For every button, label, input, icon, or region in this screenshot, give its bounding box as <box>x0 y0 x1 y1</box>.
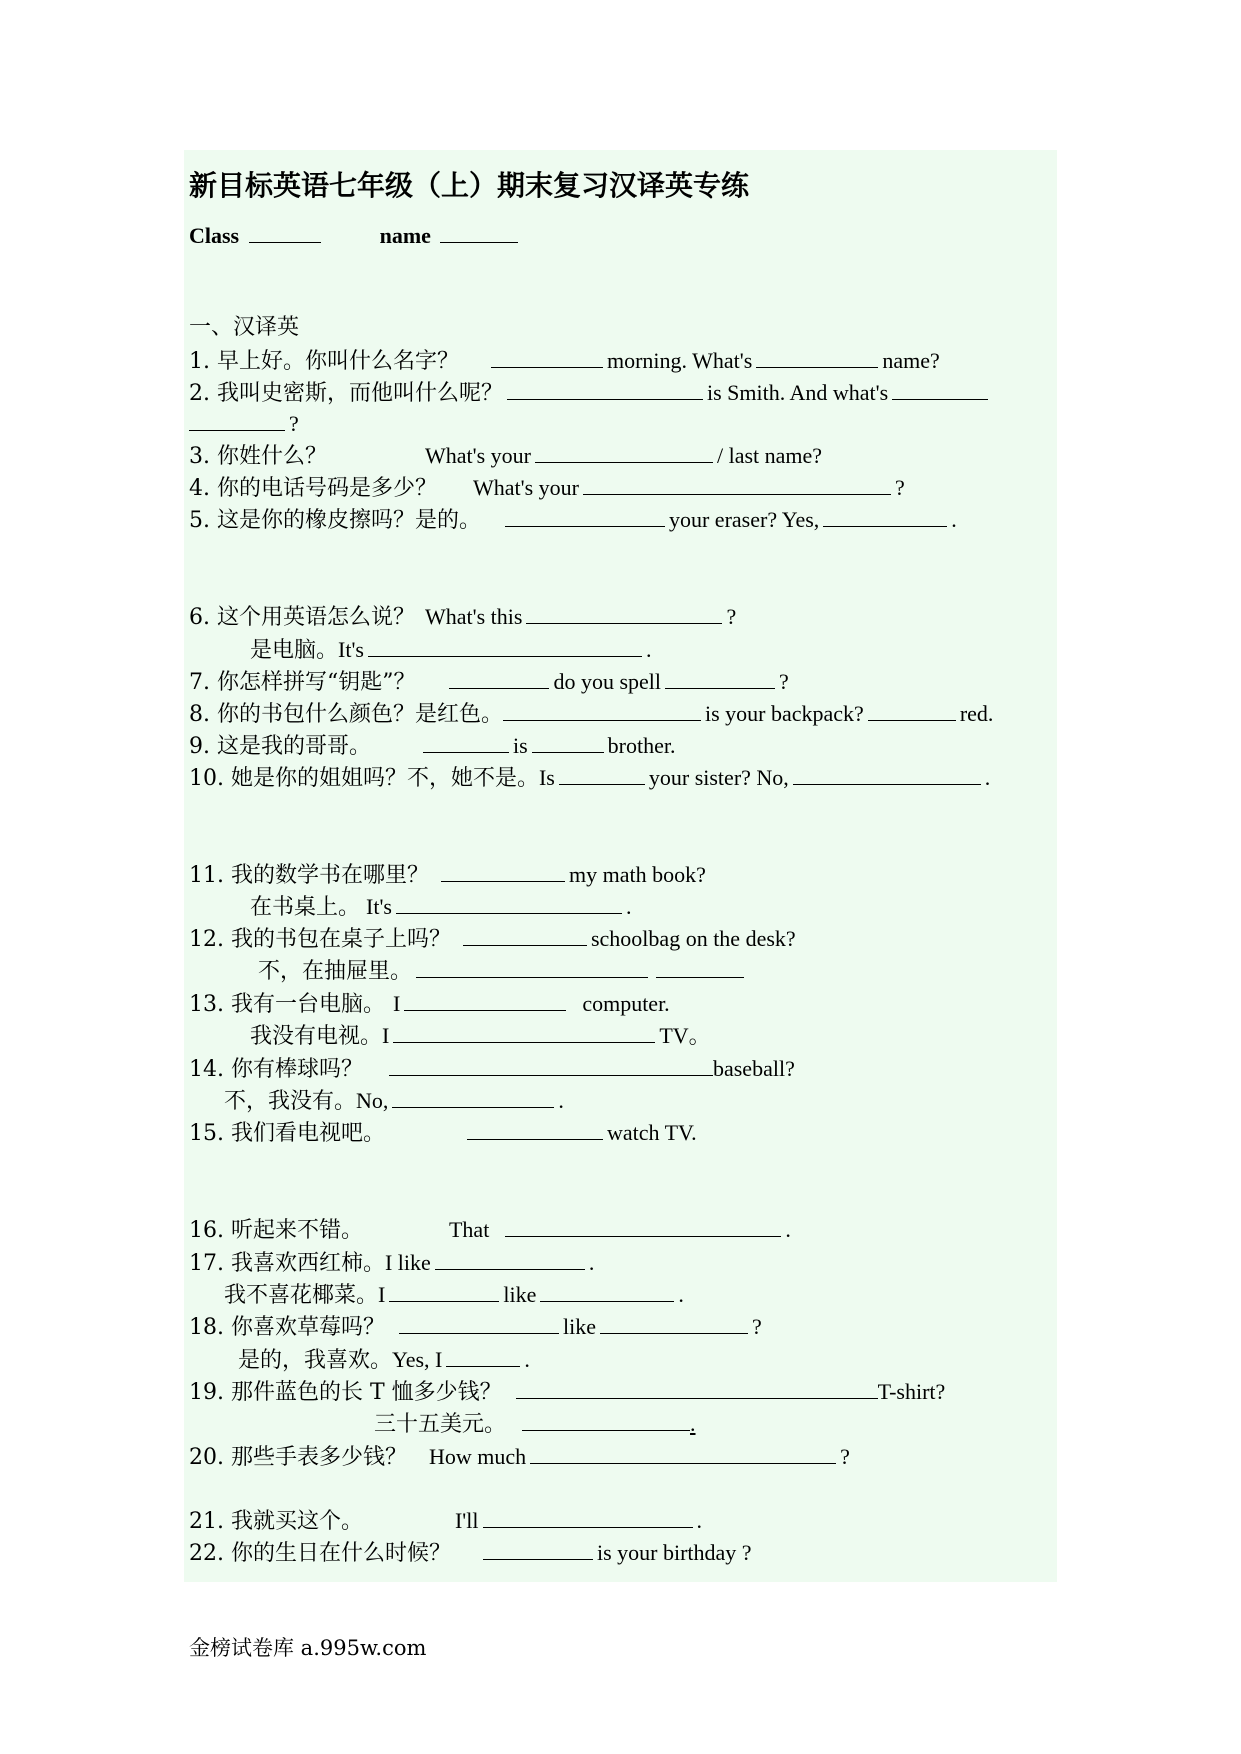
question-13b-blank-1[interactable] <box>393 1020 655 1043</box>
question-20-blank-1[interactable] <box>530 1441 836 1464</box>
question-21-chinese: 21. 我就买这个。 <box>189 1509 363 1534</box>
question-11b-text-b: . <box>625 894 632 919</box>
question-6-text-a: What's this <box>424 604 523 629</box>
question-20-chinese: 20. 那些手表多少钱？ <box>189 1445 407 1470</box>
question-11 <box>189 859 706 891</box>
question-6b-blank-1[interactable] <box>368 634 642 657</box>
question-14-chinese: 14. 你有棒球吗？ <box>189 1057 363 1082</box>
question-6b-text-a: It's <box>338 637 364 662</box>
question-1-chinese: 1. 早上好。你叫什么名字？ <box>189 349 459 374</box>
question-1 <box>189 345 940 377</box>
page-title: 新目标英语七年级（上）期末复习汉译英专练 <box>189 169 750 202</box>
class-label: Class <box>189 223 240 248</box>
question-16-text-b: . <box>785 1217 791 1242</box>
question-17b-text-c: . <box>678 1282 684 1307</box>
question-17b-blank-2[interactable] <box>540 1279 674 1302</box>
question-15-text-a: watch TV. <box>606 1120 697 1145</box>
question-16-text-a: That <box>448 1217 490 1242</box>
question-3-blank-1[interactable] <box>535 440 713 463</box>
question-21-blank-1[interactable] <box>483 1505 693 1528</box>
question-7-blank-1[interactable] <box>449 666 549 689</box>
question-12 <box>189 923 796 955</box>
question-5-text-a: your eraser? Yes, <box>668 507 820 532</box>
question-10-blank-2[interactable] <box>793 762 981 785</box>
question-8-blank-2[interactable] <box>868 698 956 721</box>
question-10 <box>189 762 990 794</box>
question-12b-chinese: 不，在抽屉里。 <box>258 959 413 984</box>
question-13-text-b: computer. <box>582 991 670 1016</box>
question-19b-blank-1[interactable] <box>522 1408 690 1431</box>
question-8-text-a: is your backpack? <box>704 701 864 726</box>
question-17-text-a: I like <box>384 1250 431 1275</box>
question-15-chinese: 15. 我们看电视吧。 <box>189 1121 385 1146</box>
question-19b-text-b: . <box>690 1411 696 1436</box>
question-17-chinese: 17. 我喜欢西红柿。 <box>189 1251 385 1276</box>
question-16 <box>189 1214 791 1246</box>
question-18-blank-1[interactable] <box>399 1311 559 1334</box>
question-17-blank-1[interactable] <box>435 1247 585 1270</box>
footer-source: 金榜试卷库 a.995w.com <box>189 1636 427 1660</box>
question-10-chinese: 10. 她是你的姐姐吗？不，她不是。 <box>189 766 539 791</box>
question-6b-chinese: 是电脑。 <box>250 638 339 663</box>
question-19-text-a: T-shirt? <box>877 1379 946 1404</box>
question-13-blank-1[interactable] <box>404 988 566 1011</box>
question-10-text-b: your sister? No, <box>648 765 789 790</box>
question-4-blank-1[interactable] <box>583 472 891 495</box>
question-5 <box>189 504 957 536</box>
question-12-chinese: 12. 我的书包在桌子上吗？ <box>189 927 451 952</box>
question-18 <box>189 1311 762 1343</box>
question-12-answer <box>258 955 748 987</box>
question-18-blank-2[interactable] <box>600 1311 748 1334</box>
question-7 <box>189 666 789 698</box>
question-8-text-b: red. <box>959 701 994 726</box>
question-9-chinese: 9. 这是我的哥哥。 <box>189 734 371 759</box>
question-7-text-b: ? <box>779 669 789 694</box>
question-13b-chinese: 我没有电视。 <box>250 1024 383 1049</box>
question-18b-text-b: . <box>524 1347 530 1372</box>
question-11b-chinese: 在书桌上。 <box>250 895 361 920</box>
question-12-text-a: schoolbag on the desk? <box>590 926 796 951</box>
question-5-blank-2[interactable] <box>823 504 947 527</box>
question-11-text-a: my math book? <box>568 862 706 887</box>
name-blank[interactable] <box>440 220 518 243</box>
question-19b-chinese: 三十五美元。 <box>374 1412 507 1437</box>
question-1-text-b: name? <box>882 348 940 373</box>
question-3 <box>189 440 822 472</box>
question-13-chinese: 13. 我有一台电脑。 <box>189 992 385 1017</box>
question-6-chinese: 6. 这个用英语怎么说？ <box>189 605 415 630</box>
question-19-blank-1[interactable] <box>516 1376 878 1399</box>
question-14-text-a: baseball? <box>712 1056 795 1081</box>
question-11-answer <box>250 891 631 923</box>
question-1-text-a: morning. What's <box>606 348 753 373</box>
question-9-blank-1[interactable] <box>423 730 509 753</box>
question-12b-blank-2[interactable] <box>656 955 744 978</box>
question-21-text-a: I'll <box>454 1508 479 1533</box>
question-12b-blank-1[interactable] <box>416 955 648 978</box>
question-18-text-a: like <box>562 1314 596 1339</box>
question-19-answer <box>374 1408 696 1440</box>
question-14-blank-1[interactable] <box>389 1053 713 1076</box>
question-1-blank-2[interactable] <box>756 345 878 368</box>
question-17b-text-b: like <box>503 1282 537 1307</box>
question-9 <box>189 730 676 762</box>
question-14b-blank-1[interactable] <box>392 1085 554 1108</box>
question-10-text-c: . <box>984 765 991 790</box>
question-7-text-a: do you spell <box>553 669 662 694</box>
class-name-line <box>189 220 522 249</box>
question-17-text-b: . <box>588 1250 595 1275</box>
question-18-text-b: ? <box>751 1314 762 1339</box>
question-7-chinese: 7. 你怎样拼写“钥匙”？ <box>189 670 416 695</box>
question-4-text-b: ? <box>894 475 905 500</box>
question-22 <box>189 1537 752 1569</box>
question-2 <box>189 377 992 409</box>
question-21-text-b: . <box>696 1508 702 1533</box>
question-7-blank-2[interactable] <box>665 666 775 689</box>
question-18-chinese: 18. 你喜欢草莓吗？ <box>189 1315 385 1340</box>
question-17-answer <box>224 1279 684 1311</box>
question-3-text-b: / last name? <box>716 443 823 468</box>
class-blank[interactable] <box>249 220 321 243</box>
question-9-text-a: is <box>512 733 528 758</box>
question-6-text-b: ? <box>726 604 737 629</box>
question-14b-chinese: 不，我没有。 <box>224 1089 357 1114</box>
question-1-blank-1[interactable] <box>491 345 603 368</box>
question-8-blank-1[interactable] <box>503 698 701 721</box>
question-15 <box>189 1117 697 1149</box>
question-11b-blank-1[interactable] <box>396 891 622 914</box>
question-6b-text-b: . <box>645 637 652 662</box>
question-17 <box>189 1247 594 1279</box>
question-20-text-b: ? <box>840 1444 850 1469</box>
question-22-blank-1[interactable] <box>483 1537 593 1560</box>
question-17b-chinese: 我不喜花椰菜。 <box>224 1283 379 1308</box>
question-2-blank-3[interactable] <box>189 408 285 431</box>
question-14b-text-b: . <box>558 1088 564 1113</box>
question-9-text-b: brother. <box>607 733 676 758</box>
question-14b-text-a: No, <box>356 1088 389 1113</box>
question-20 <box>189 1441 850 1473</box>
question-13-text-a: I <box>392 991 401 1016</box>
question-11-blank-1[interactable] <box>441 859 565 882</box>
question-3-text-a: What's your <box>424 443 531 468</box>
question-3-chinese: 3. 你姓什么？ <box>189 444 327 469</box>
question-20-text-a: How much <box>428 1444 527 1469</box>
question-13b-text-b: TV。 <box>659 1023 711 1048</box>
question-11b-text-a: It's <box>366 894 392 919</box>
question-10-text-a: Is <box>538 765 555 790</box>
question-4 <box>189 472 905 504</box>
question-18b-text-a: Yes, I <box>392 1347 443 1372</box>
question-9-blank-2[interactable] <box>532 730 604 753</box>
question-4-text-a: What's your <box>472 475 579 500</box>
question-6-answer <box>250 634 651 666</box>
question-13-answer <box>250 1020 711 1052</box>
question-22-chinese: 22. 你的生日在什么时候？ <box>189 1541 451 1566</box>
question-19-chinese: 19. 那件蓝色的长 T 恤多少钱？ <box>189 1380 502 1405</box>
question-6 <box>189 601 736 633</box>
question-2-chinese: 2. 我叫史密斯，而他叫什么呢？ <box>189 381 503 406</box>
question-13b-text-a: I <box>382 1023 390 1048</box>
question-14-answer <box>224 1085 564 1117</box>
question-8-chinese: 8. 你的书包什么颜色？是红色。 <box>189 702 503 727</box>
question-2-text-b: ? <box>289 411 299 436</box>
question-17b-text-a: I <box>378 1282 386 1307</box>
question-11-chinese: 11. 我的数学书在哪里？ <box>189 863 429 888</box>
question-2-continued <box>189 408 299 440</box>
question-5-text-b: . <box>951 507 957 532</box>
question-4-chinese: 4. 你的电话号码是多少？ <box>189 476 437 501</box>
question-19 <box>189 1376 945 1408</box>
question-22-text-a: is your birthday ? <box>596 1540 752 1565</box>
section-heading: 一、汉译英 <box>189 315 300 340</box>
question-2-blank-2[interactable] <box>892 377 988 400</box>
question-17b-blank-1[interactable] <box>389 1279 499 1302</box>
question-5-chinese: 5. 这是你的橡皮擦吗？是的。 <box>189 508 481 533</box>
question-10-blank-1[interactable] <box>559 762 645 785</box>
question-12-blank-1[interactable] <box>463 923 587 946</box>
question-8 <box>189 698 993 730</box>
question-18b-chinese: 是的，我喜欢。 <box>238 1348 393 1373</box>
question-14 <box>189 1053 795 1085</box>
question-18b-blank-1[interactable] <box>446 1344 520 1367</box>
question-2-blank-1[interactable] <box>507 377 703 400</box>
question-13 <box>189 988 670 1020</box>
question-5-blank-1[interactable] <box>505 504 665 527</box>
question-6-blank-1[interactable] <box>526 601 722 624</box>
question-2-text-a: is Smith. And what's <box>706 380 889 405</box>
question-18-answer <box>238 1344 530 1376</box>
question-21 <box>189 1505 702 1537</box>
question-15-blank-1[interactable] <box>467 1117 603 1140</box>
name-label: name <box>379 223 431 248</box>
question-16-chinese: 16. 听起来不错。 <box>189 1218 363 1243</box>
question-16-blank-1[interactable] <box>505 1214 781 1237</box>
